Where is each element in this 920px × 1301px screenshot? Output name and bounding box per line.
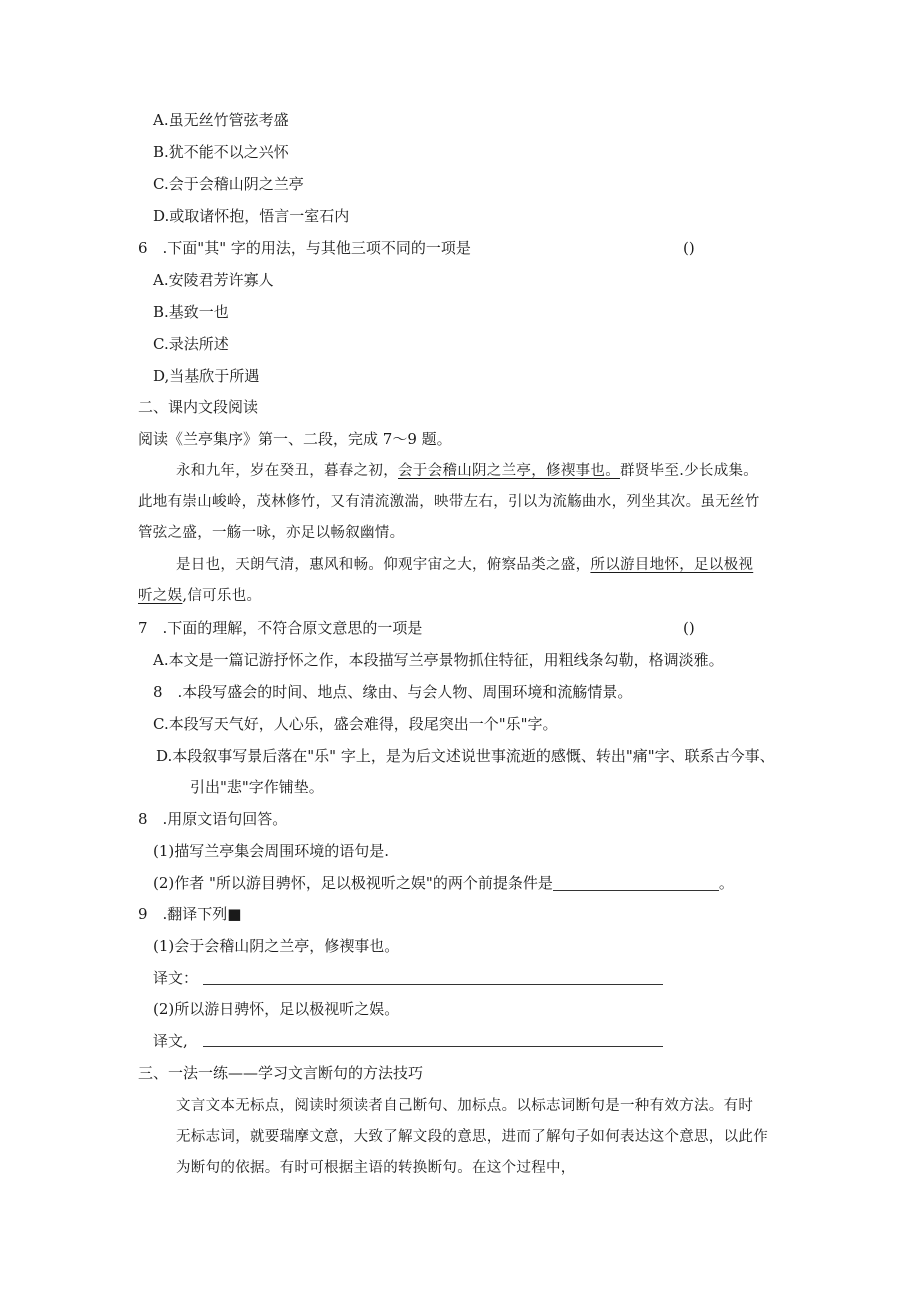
- q8-sub2-end: 。: [718, 874, 734, 892]
- section3-heading: 三、一法一练——学习文言断句的方法技巧: [138, 1064, 424, 1082]
- q7-answer-paren: (): [683, 619, 695, 637]
- q6-answer-paren: (): [683, 239, 695, 257]
- q9-translation1-label: 译文：: [153, 969, 199, 987]
- passage-p1-line1-pre: 永和九年，岁在癸丑，暮春之初，: [176, 463, 398, 479]
- q9-sub2: (2)所以游日骋怀，足以极视听之娱。: [153, 1000, 400, 1018]
- q6-option-b: B.基致一也: [153, 303, 229, 321]
- q7-stem: 7 .下面的理解，不符合原文意思的一项是: [138, 619, 423, 637]
- q8-sub2-text: (2)作者 "所以游目骋怀，足以极视听之娱"的两个前提条件是: [153, 874, 553, 892]
- q6-stem: 6 .下面"其" 字的用法，与其他三项不同的一项是: [138, 239, 471, 257]
- q9-stem: 9 .翻译下列■: [138, 905, 242, 923]
- passage-p1-line3: 管弦之盛，一觞一咏，亦足以畅叙幽情。: [138, 525, 405, 541]
- passage-p1-line1-post: 群贤毕至.少长成集。: [620, 463, 759, 479]
- q5-option-c: C.会于会稽山阴之兰亭: [153, 175, 304, 193]
- q6-option-a: A.安陵君芳许寡人: [153, 271, 274, 289]
- q9-sub1: (1)会于会稽山阴之兰亭，修禊事也。: [153, 937, 400, 955]
- q6-option-d: D,当基欣于所遇: [153, 367, 260, 385]
- q5-option-b: B.犹不能不以之兴怀: [153, 143, 289, 161]
- q8-sub2-answer-blank[interactable]: [553, 875, 719, 891]
- section2-heading: 二、课内文段阅读: [138, 398, 259, 416]
- passage-p2-line1-pre: 是日也，天朗气清，惠风和畅。仰观宇宙之大，俯察品类之盛，: [176, 557, 591, 573]
- q8-stem: 8 .用原文语句回答。: [138, 810, 288, 828]
- q9-translation1-blank[interactable]: [203, 984, 663, 985]
- passage-p1-underlined: 会于会稽山阴之兰亭，修禊事也。: [398, 463, 620, 479]
- q8-sub1: (1)描写兰亭集会周围环境的语句是.: [153, 842, 390, 860]
- q7-option-a: A.本文是一篇记游抒怀之作，本段描写兰亭景物抓住特征，用粗线条勾勒，格调淡雅。: [153, 651, 724, 669]
- q7-option-c: C.本段写天气好，人心乐，盛会难得，段尾突出一个"乐"字。: [153, 715, 558, 733]
- passage-p1-line2: 此地有崇山峻岭，茂林修竹，又有清流激湍，映带左右，引以为流觞曲水，列坐其次。虽无丝竹: [138, 494, 760, 510]
- section3-line1: 文言文本无标点，阅读时须读者自己断句、加标点。以标志词断句是一种有效方法。有时: [176, 1098, 754, 1114]
- section3-line2: 无标志词，就要瑞摩文意，大致了解文段的意思，进而了解句子如何表达这个意思，以此作: [176, 1129, 768, 1145]
- q7-option-d-line2: 引出"悲"字作铺垫。: [190, 778, 324, 796]
- q5-option-a: A.虽无丝竹管弦考盛: [153, 111, 289, 129]
- passage-p1-line1: [176, 461, 758, 481]
- q9-translation2-blank[interactable]: [203, 1046, 663, 1047]
- passage-p2-underlined-b: 听之娱: [138, 588, 183, 604]
- passage-p2-underlined-a: 所以游目地怀，足以极视: [590, 557, 754, 573]
- passage-p2-line2-post: ,信可乐也。: [182, 588, 262, 604]
- q7-option-d-line1: D.本段叙事写景后落在"乐" 字上，是为后文述说世事流逝的感慨、转出"痛"字、联系古今事、: [156, 747, 775, 765]
- section2-instruction: 阅读《兰亭集序》第一、二段，完成 7～9 题。: [138, 430, 452, 448]
- q5-option-d: D.或取诸怀抱，悟言一室石内: [153, 207, 350, 225]
- q7-option-b: 8 .本段写盛会的时间、地点、缘由、与会人物、周围环境和流觞情景。: [153, 683, 633, 701]
- q6-option-c: C.录法所述: [153, 335, 229, 353]
- section3-line3: 为断句的依据。有时可根据主语的转换断句。在这个过程中，: [176, 1160, 576, 1176]
- q8-sub2: [153, 873, 734, 893]
- passage-p2-line1: [176, 555, 753, 575]
- q9-translation2-label: 译文,: [153, 1032, 188, 1050]
- passage-p2-line2: [138, 586, 261, 606]
